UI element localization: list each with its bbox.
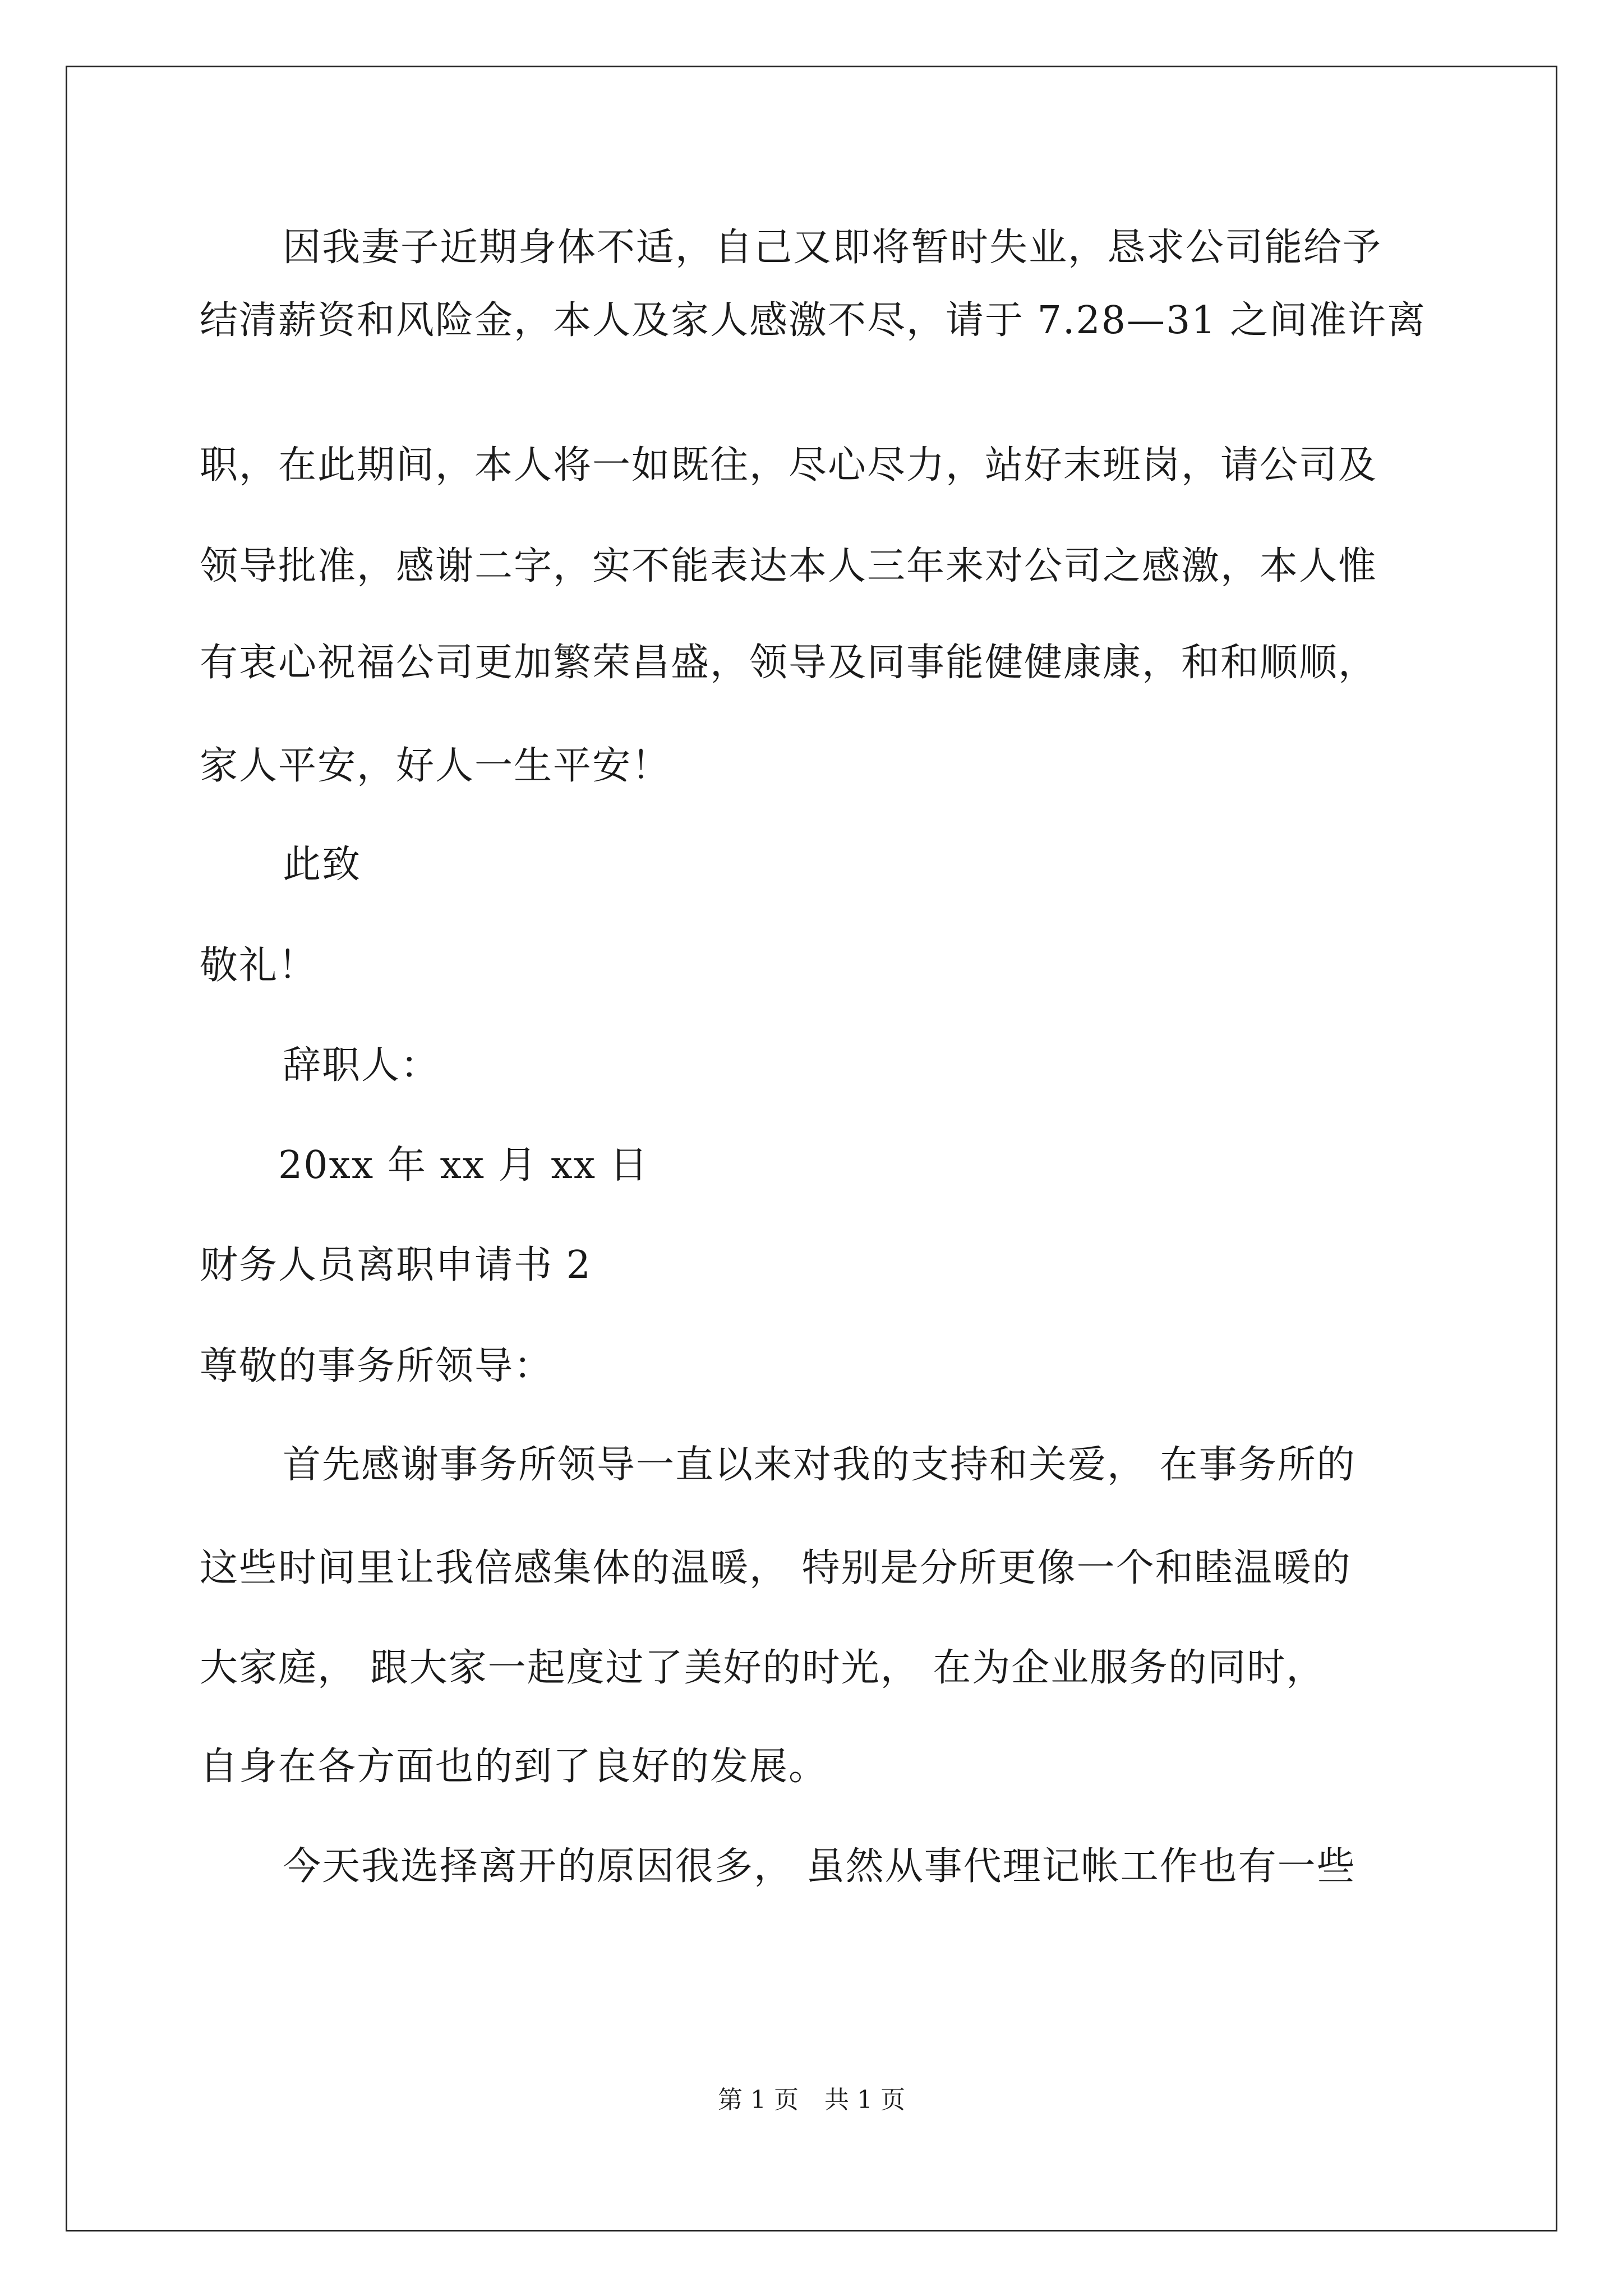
body-text-line: 家人平安，好人一生平安！: [200, 744, 671, 788]
body-text-line: 今天我选择离开的原因很多， 虽然从事代理记帐工作也有一些: [283, 1844, 1356, 1889]
body-text-line: 自身在各方面也的到了良好的发展。: [200, 1745, 828, 1789]
body-text-line: 结清薪资和风险金，本人及家人感激不尽，请于 7.28—31 之间准许离: [200, 298, 1427, 343]
signer-label: 辞职人：: [283, 1043, 440, 1088]
body-text-line: 首先感谢事务所领导一直以来对我的支持和关爱， 在事务所的: [283, 1443, 1356, 1487]
date: 20xx 年 xx 月 xx 日: [278, 1143, 649, 1188]
regards: 敬礼！: [200, 944, 318, 988]
section-title: 财务人员离职申请书 2: [200, 1243, 592, 1287]
body-text-line: 有衷心祝福公司更加繁荣昌盛，领导及同事能健健康康，和和顺顺，: [200, 641, 1378, 685]
page-total: 共 1 页: [824, 2086, 905, 2114]
body-text-line: 因我妻子近期身体不适，自己又即将暂时失业，恳求公司能给予: [283, 226, 1382, 270]
salutation: 此致: [283, 843, 362, 887]
body-text-line: 这些时间里让我倍感集体的温暖， 特别是分所更像一个和睦温暖的: [200, 1546, 1352, 1590]
body-text-line: 领导批准，感谢二字，实不能表达本人三年来对公司之感激，本人惟: [200, 544, 1378, 588]
body-text-line: 大家庭， 跟大家一起度过了美好的时光， 在为企业服务的同时，: [200, 1646, 1326, 1690]
body-text-line: 职，在此期间，本人将一如既往，尽心尽力，站好末班岗，请公司及: [200, 443, 1378, 487]
page-number: 第 1 页: [718, 2086, 799, 2114]
page-footer: [0, 2088, 1623, 2113]
greeting: 尊敬的事务所领导：: [200, 1344, 554, 1388]
